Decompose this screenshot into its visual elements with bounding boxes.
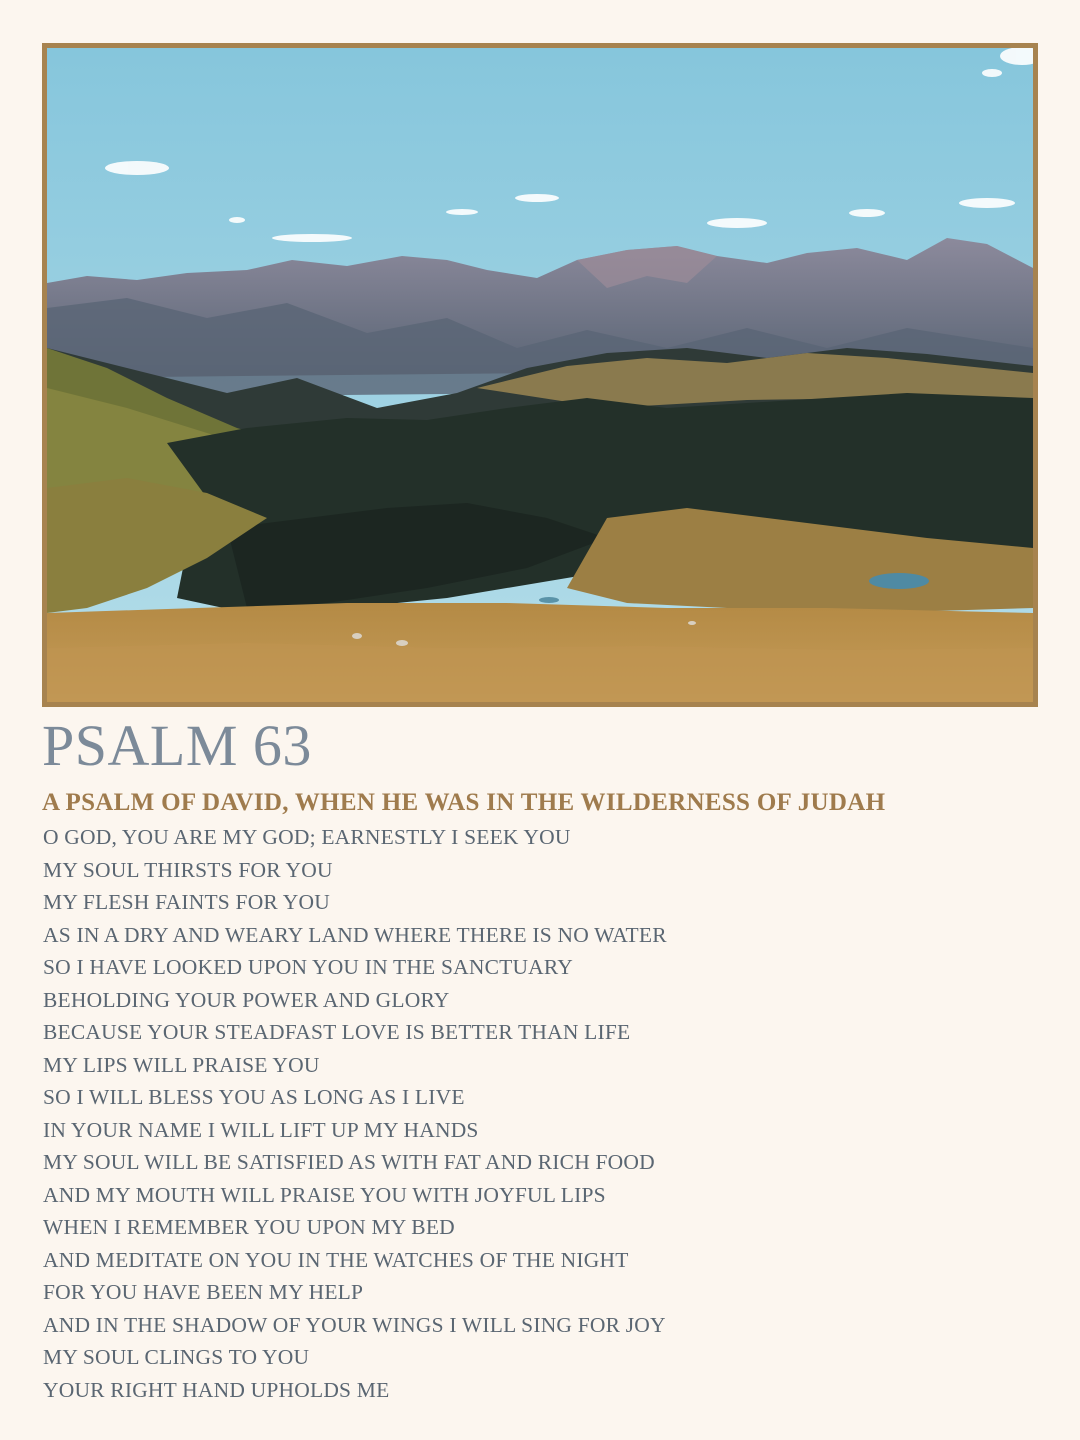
psalm-subtitle: A PSALM OF DAVID, WHEN HE WAS IN THE WILDERNESS OF JUDAH [42, 789, 886, 816]
verse-line: AND MEDITATE ON YOU IN THE WATCHES OF THE NIGHT [43, 1247, 629, 1272]
verse-line: MY SOUL CLINGS TO YOU [43, 1345, 310, 1369]
verse-line: BEHOLDING YOUR POWER AND GLORY [43, 987, 450, 1012]
verse-line: AND IN THE SHADOW OF YOUR WINGS I WILL SING FOR JOY [43, 1312, 666, 1337]
verse-line: MY FLESH FAINTS FOR YOU [43, 890, 330, 914]
mountain-landscape-image [47, 48, 1033, 702]
landscape-photo [42, 43, 1038, 707]
verse-line: FOR YOU HAVE BEEN MY HELP [43, 1280, 364, 1304]
verse-line: BECAUSE YOUR STEADFAST LOVE IS BETTER THAN LIFE [43, 1020, 631, 1044]
verse-line: O GOD, YOU ARE MY GOD; EARNESTLY I SEEK YOU [43, 825, 571, 849]
verse-line: YOUR RIGHT HAND UPHOLDS ME [43, 1377, 390, 1402]
verse-line: SO I WILL BLESS YOU AS LONG AS I LIVE [43, 1085, 465, 1109]
verse-line: WHEN I REMEMBER YOU UPON MY BED [43, 1215, 455, 1239]
verse-line: IN YOUR NAME I WILL LIFT UP MY HANDS [43, 1117, 479, 1142]
verse-line: MY SOUL WILL BE SATISFIED AS WITH FAT AND RICH FOOD [43, 1150, 655, 1174]
verse-list [43, 821, 667, 1406]
psalm-title: PSALM 63 [42, 713, 312, 778]
verse-line: AND MY MOUTH WILL PRAISE YOU WITH JOYFUL LIPS [43, 1182, 606, 1207]
verse-line: SO I HAVE LOOKED UPON YOU IN THE SANCTUARY [43, 955, 573, 979]
verse-line: AS IN A DRY AND WEARY LAND WHERE THERE IS NO WATER [43, 922, 667, 947]
verse-line: MY LIPS WILL PRAISE YOU [43, 1052, 320, 1077]
verse-line: MY SOUL THIRSTS FOR YOU [43, 857, 333, 882]
